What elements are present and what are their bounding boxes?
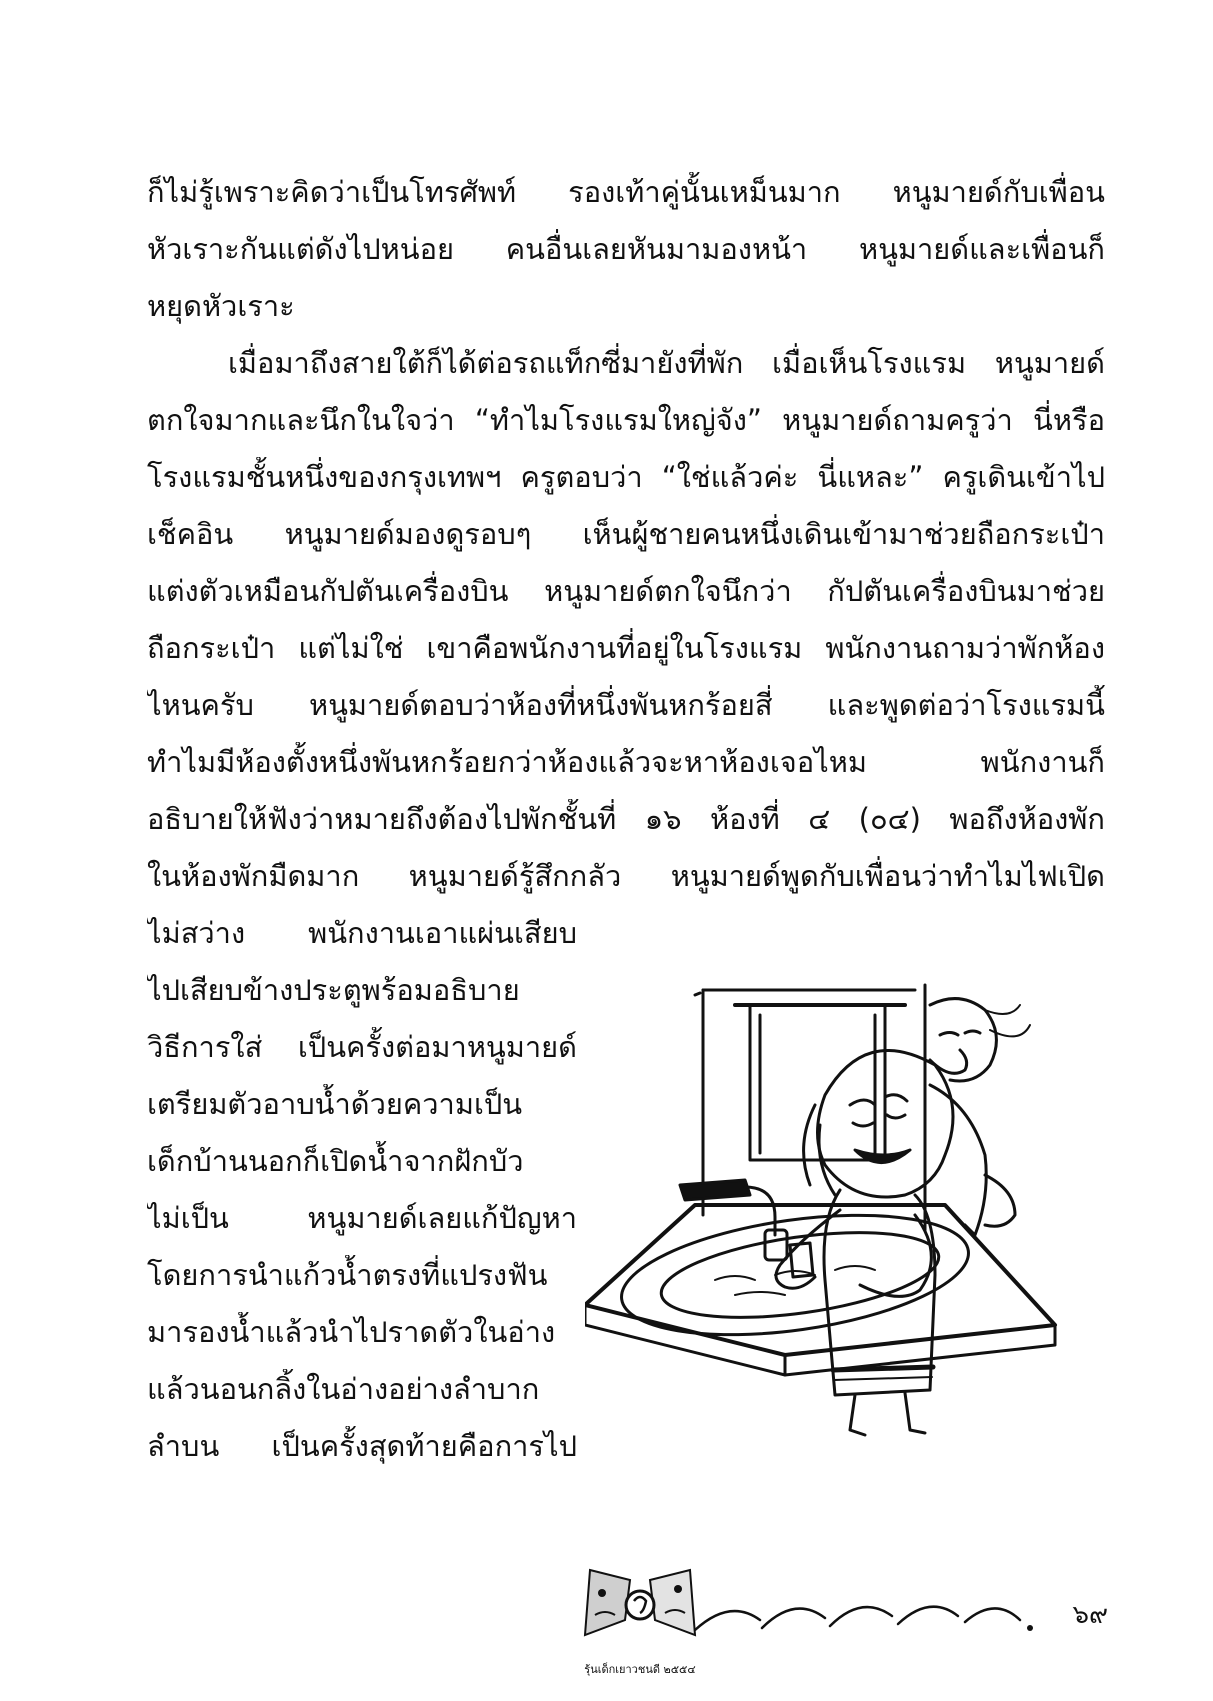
girl-washing-in-sink-illustration — [585, 975, 1060, 1445]
text-line: ไม่สว่าง พนักงานเอาแผ่นเสียบ — [147, 916, 577, 950]
text-line: ไม่เป็น หนูมายด์เลยแก้ปัญหา — [147, 1201, 577, 1235]
text-line: เด็กบ้านนอกก็เปิดน้ำจากฝักบัว — [147, 1144, 524, 1178]
text-line: หัวเราะกันแต่ดังไปหน่อย คนอื่นเลยหันมามองหน้า หนูมายด์และเพื่อนก็ — [147, 232, 1105, 266]
text-line: เมื่อมาถึงสายใต้ก็ได้ต่อรถแท็กซี่มายังที่พัก เมื่อเห็นโรงแรม หนูมายด์ — [228, 346, 1105, 380]
text-line: ตกใจมากและนึกในใจว่า “ทำไมโรงแรมใหญ่จัง” หนูมายด์ถามครูว่า นี่หรือ — [147, 403, 1105, 437]
text-line: ก็ไม่รู้เพราะคิดว่าเป็นโทรศัพท์ รองเท้าคู่นั้นเหม็นมาก หนูมายด์กับเพื่อน — [147, 175, 1105, 209]
text-line: แล้วนอนกลิ้งในอ่างอย่างลำบาก — [147, 1372, 540, 1406]
text-line: ไปเสียบข้างประตูพร้อมอธิบาย — [147, 973, 520, 1007]
text-line: ในห้องพักมืดมาก หนูมายด์รู้สึกกลัว หนูมายด์พูดกับเพื่อนว่าทำไมไฟเปิด — [147, 859, 1105, 893]
text-line: อธิบายให้ฟังว่าหมายถึงต้องไปพักชั้นที่ ๑๖ ห้องที่ ๔ (๐๔) พอถึงห้องพัก — [147, 802, 1105, 836]
text-line: ไหนครับ หนูมายด์ตอบว่าห้องที่หนึ่งพันหกร้อยสี่ และพูดต่อว่าโรงแรมนี้ — [147, 688, 1105, 722]
arc-ornament — [690, 1590, 1035, 1640]
logo-caption: รุ้นเด็กเยาวชนดี ๒๕๕๔ — [584, 1663, 696, 1676]
page-number: ๖๙ — [1072, 1600, 1108, 1630]
text-line: เตรียมตัวอาบน้ำด้วยความเป็น — [147, 1087, 523, 1121]
text-line: ทำไมมีห้องตั้งหนึ่งพันหกร้อยกว่าห้องแล้วจะหาห้องเจอไหม พนักงานก็ — [147, 745, 1105, 779]
text-line: มารองน้ำแล้วนำไปราดตัวในอ่าง — [147, 1315, 556, 1349]
text-line: หยุดหัวเราะ — [147, 289, 295, 323]
text-line: โรงแรมชั้นหนึ่งของกรุงเทพฯ ครูตอบว่า “ใช่แล้วค่ะ นี่แหละ” ครูเดินเข้าไป — [147, 460, 1105, 494]
text-line: วิธีการใส่ เป็นครั้งต่อมาหนูมายด์ — [147, 1030, 577, 1064]
text-line: ลำบน เป็นครั้งสุดท้ายคือการไป — [147, 1429, 577, 1463]
text-line: โดยการนำแก้วน้ำตรงที่แปรงฟัน — [147, 1258, 548, 1292]
festival-logo-icon — [580, 1565, 700, 1645]
text-line: เช็คอิน หนูมายด์มองดูรอบๆ เห็นผู้ชายคนหนึ่งเดินเข้ามาช่วยถือกระเป๋า — [147, 517, 1105, 551]
text-line: ถือกระเป๋า แต่ไม่ใช่ เขาคือพนักงานที่อยู่ในโรงแรม พนักงานถามว่าพักห้อง — [147, 631, 1105, 665]
arc-ornament-icon — [690, 1590, 1035, 1640]
text-line: แต่งตัวเหมือนกัปตันเครื่องบิน หนูมายด์ตกใจนึกว่า กัปตันเครื่องบินมาช่วย — [147, 574, 1105, 608]
festival-logo — [580, 1565, 700, 1700]
